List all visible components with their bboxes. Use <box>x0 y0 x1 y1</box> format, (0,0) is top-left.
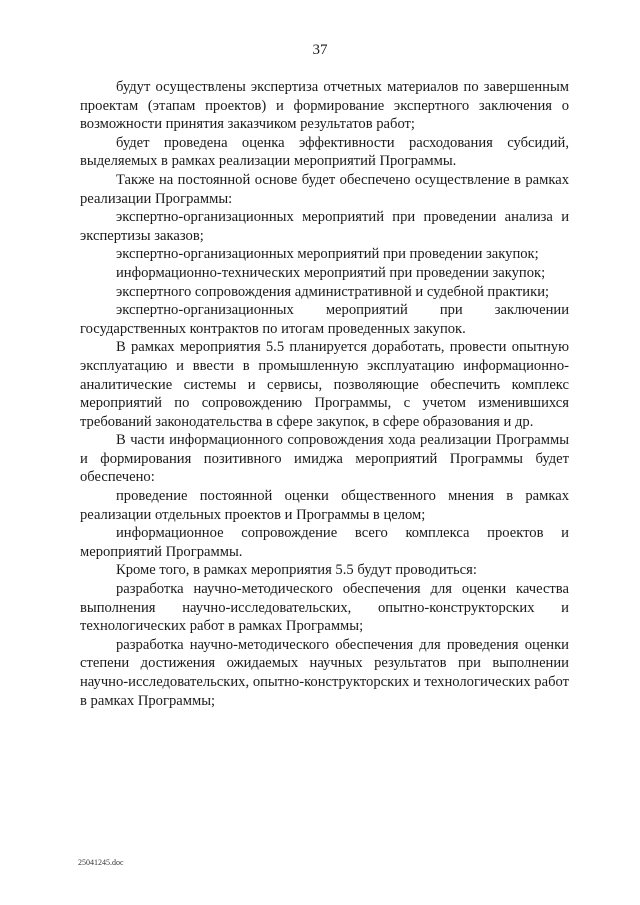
paragraph: разработка научно-методического обеспечения для оценки качества выполнения научно-исследовательских, опытно-конструкторских и технологических работ в рамках Программы; <box>80 581 569 635</box>
paragraph: информационно-технических мероприятий при проведении закупок; <box>116 264 546 281</box>
paragraph: В части информационного сопровождения хода реализации Программы и формирования позитивного имиджа мероприятий Программы будет обеспечено: <box>80 432 569 486</box>
paragraph: проведение постоянной оценки общественного мнения в рамках реализации отдельных проектов и Программы в целом; <box>80 488 569 523</box>
paragraph: разработка научно-методического обеспечения для проведения оценки степени достижения ожидаемых научных результатов при выполнении научно-исследовательских, опытно-конструкторских и технологических работ в рамках Программы; <box>80 636 569 709</box>
paragraph: экспертно-организационных мероприятий при проведении анализа и экспертизы заказов; <box>80 209 569 244</box>
paragraph: экспертного сопровождения административной и судебной практики; <box>116 283 550 300</box>
paragraph: экспертно-организационных мероприятий при проведении закупок; <box>116 246 539 263</box>
paragraph: экспертно-организационных мероприятий при заключении государственных контрактов по итогам проведенных закупок. <box>80 302 569 337</box>
paragraph: информационное сопровождение всего комплекса проектов и мероприятий Программы. <box>80 525 569 560</box>
paragraph: Также на постоянной основе будет обеспечено осуществление в рамках реализации Программы: <box>80 171 569 207</box>
paragraph: В рамках мероприятия 5.5 планируется доработать, провести опытную эксплуатацию и ввести в промышленную эксплуатацию информационно-аналитические системы и сервисы, позволяющие обеспечить комплекс мероприятий по сопровождению Программы, с учетом изменившихся требований законодательства в сфере закупок, в сфере образования и др. <box>80 339 569 430</box>
paragraph: Кроме того, в рамках мероприятия 5.5 будут проводиться: <box>116 562 477 579</box>
paragraph: будет проведена оценка эффективности расходования субсидий, выделяемых в рамках реализации мероприятий Программы. <box>80 134 569 170</box>
footer-filename: 25041245.doc <box>78 858 124 867</box>
page-number: 37 <box>312 42 328 58</box>
paragraph: будут осуществлены экспертиза отчетных материалов по завершенным проектам (этапам проектов) и формирование экспертного заключения о возможности принятия заказчиком результатов работ; <box>80 79 569 133</box>
document-body <box>80 78 569 710</box>
